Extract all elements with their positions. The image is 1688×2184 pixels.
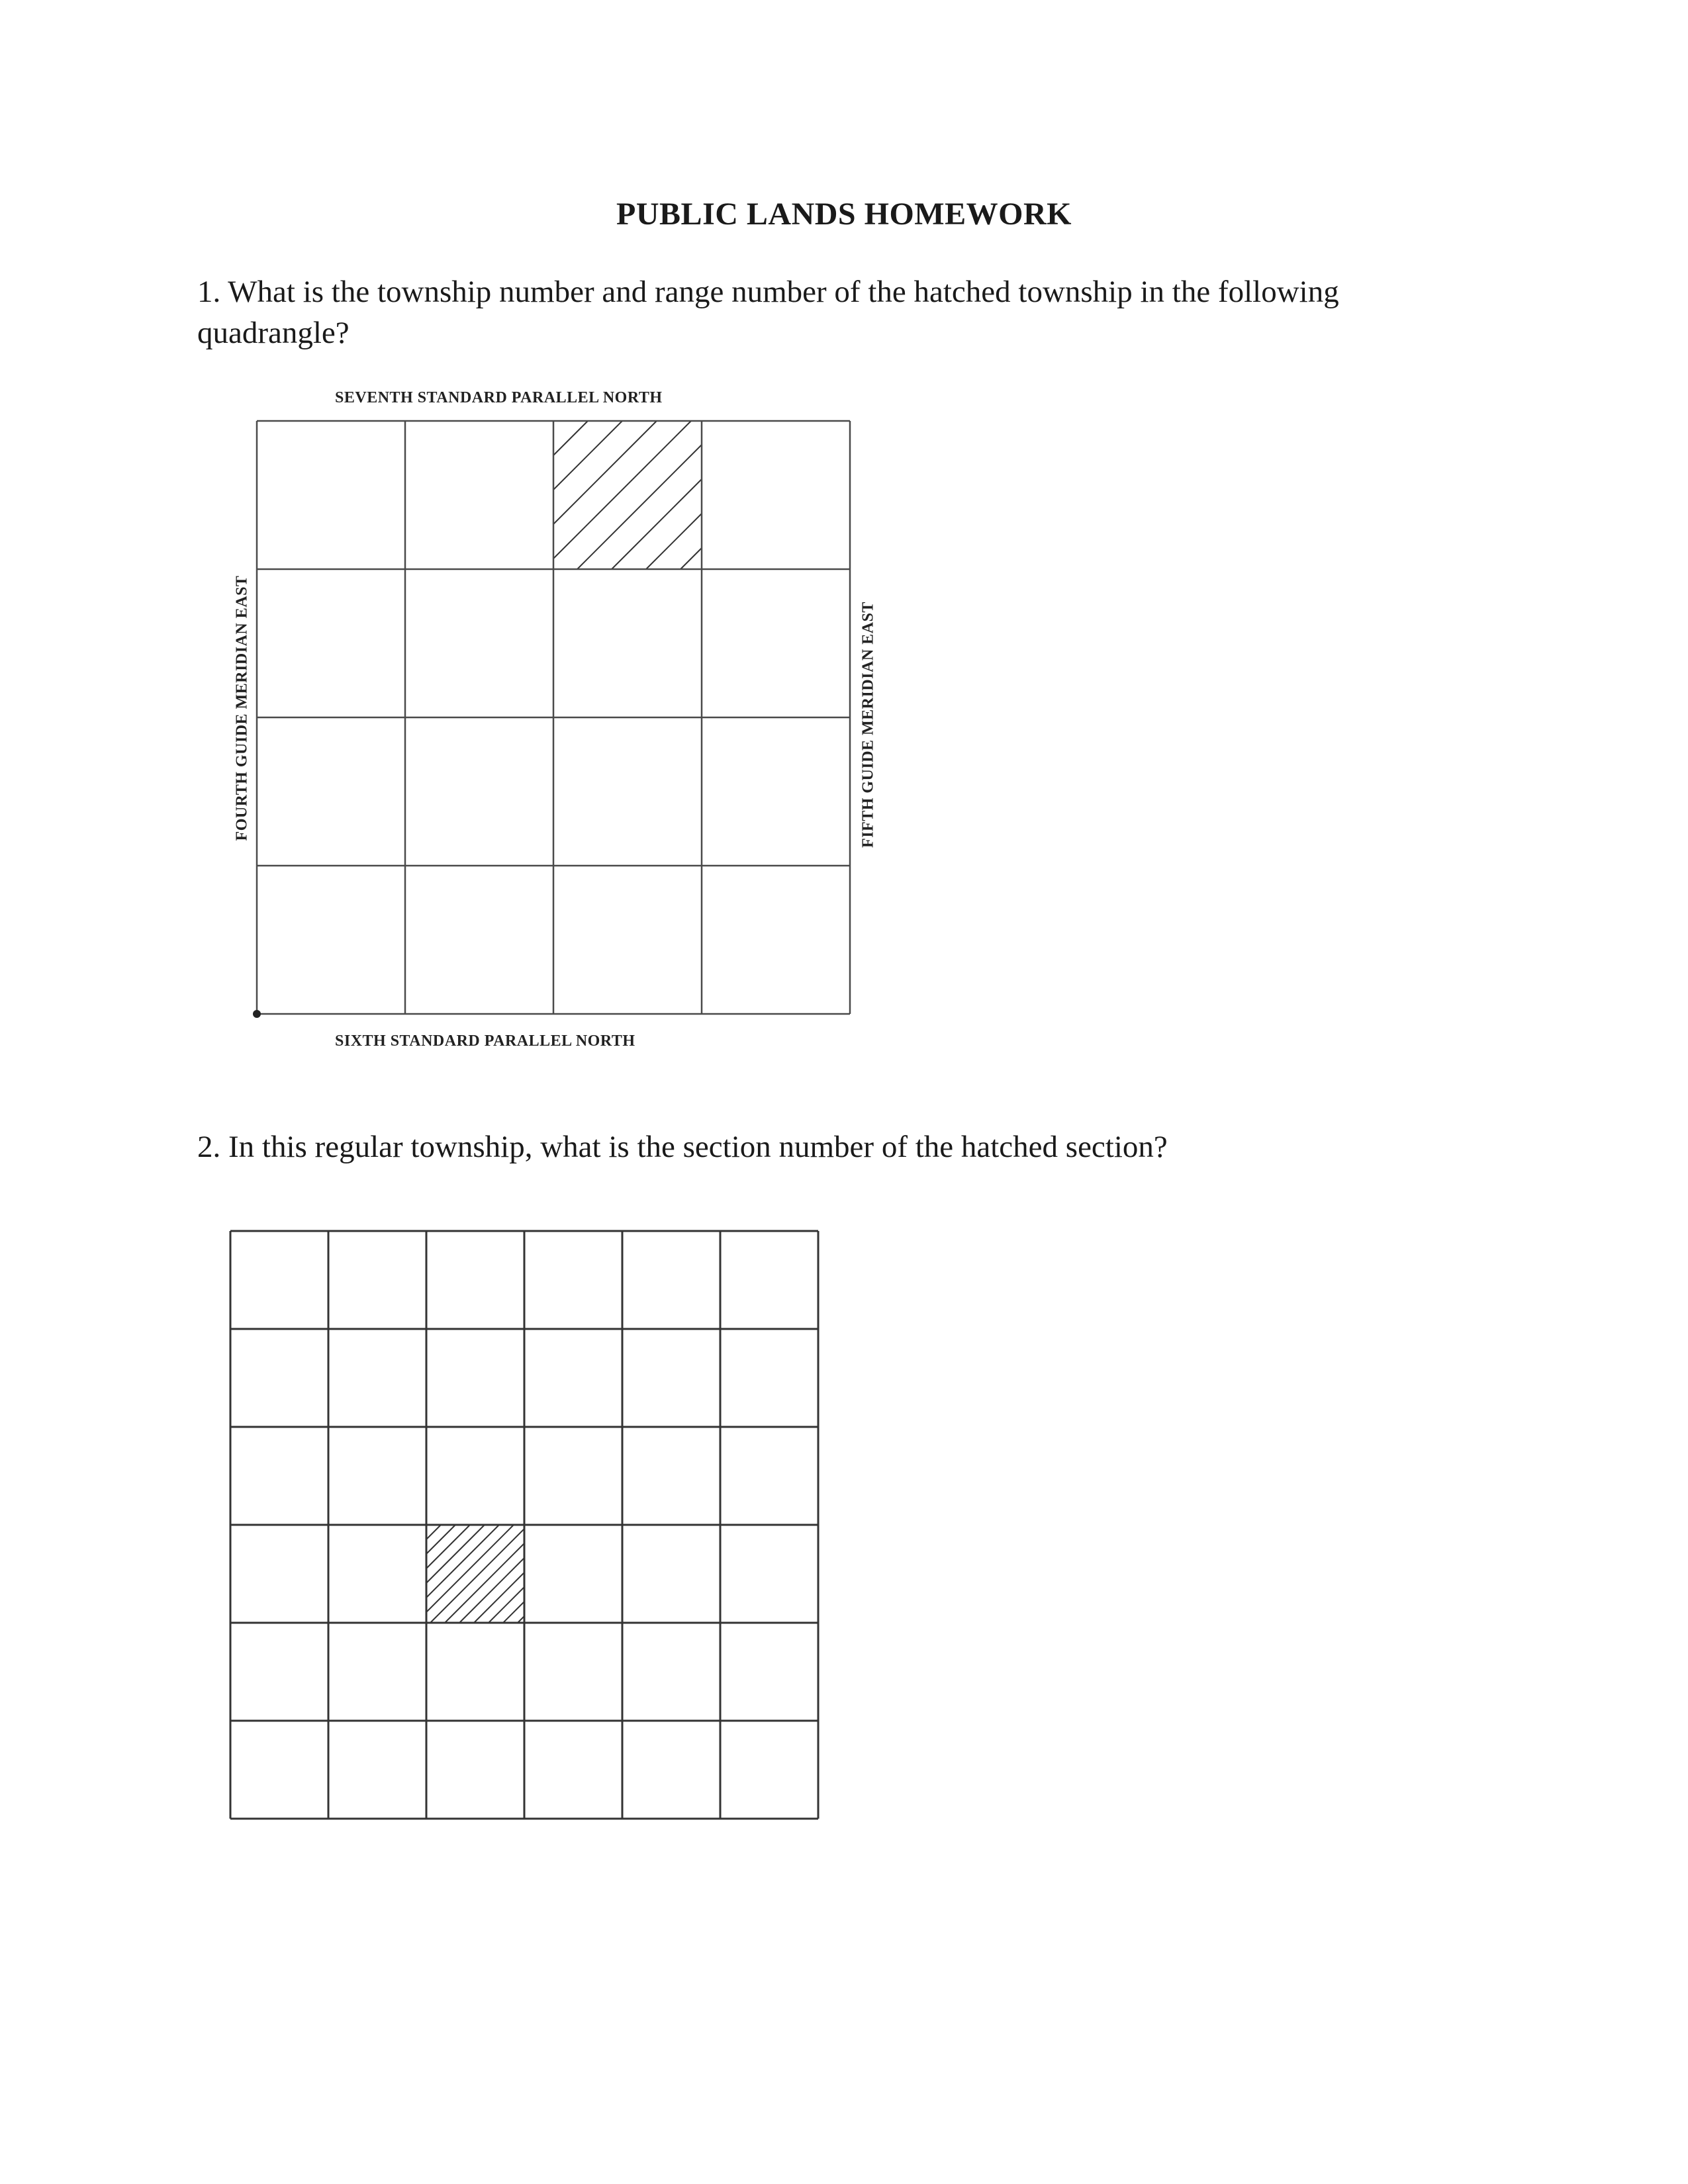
township-hatch-line — [553, 421, 657, 524]
section-hatch-line — [489, 1587, 524, 1623]
township-hatching — [553, 421, 702, 569]
section-hatch-line — [426, 1525, 455, 1554]
township-hatch-line — [612, 479, 702, 569]
page-title: PUBLIC LANDS HOMEWORK — [616, 197, 1072, 232]
question-1-text: 1. What is the township number and range number of the hatched township in the following quadrangle? — [197, 275, 1339, 350]
section-hatching — [426, 1525, 524, 1623]
bottom-boundary-label: SIXTH STANDARD PARALLEL NORTH — [335, 1032, 635, 1050]
township-hatch-line — [577, 445, 702, 569]
section-hatch-line — [474, 1572, 524, 1623]
right-meridian-label: FIFTH GUIDE MERIDIAN EAST — [859, 602, 877, 848]
top-boundary-label: SEVENTH STANDARD PARALLEL NORTH — [335, 389, 663, 406]
section-hatch-line — [426, 1525, 485, 1583]
section-hatch-line — [430, 1529, 524, 1623]
township-hatch-line — [680, 548, 702, 569]
section-hatch-line — [459, 1558, 524, 1623]
section-hatch-line — [426, 1525, 499, 1598]
question-2-text: 2. In this regular township, what is the section number of the hatched section? — [197, 1130, 1168, 1164]
initial-point-marker — [253, 1010, 261, 1018]
township-hatch-line — [646, 514, 702, 569]
township-hatch-line — [553, 421, 622, 490]
section-hatch-line — [426, 1525, 441, 1539]
township-hatch-line — [553, 421, 691, 559]
section-hatch-line — [426, 1525, 514, 1612]
section-hatch-line — [445, 1543, 524, 1623]
township-hatch-line — [553, 421, 588, 455]
left-meridian-label: FOURTH GUIDE MERIDIAN EAST — [233, 575, 251, 841]
